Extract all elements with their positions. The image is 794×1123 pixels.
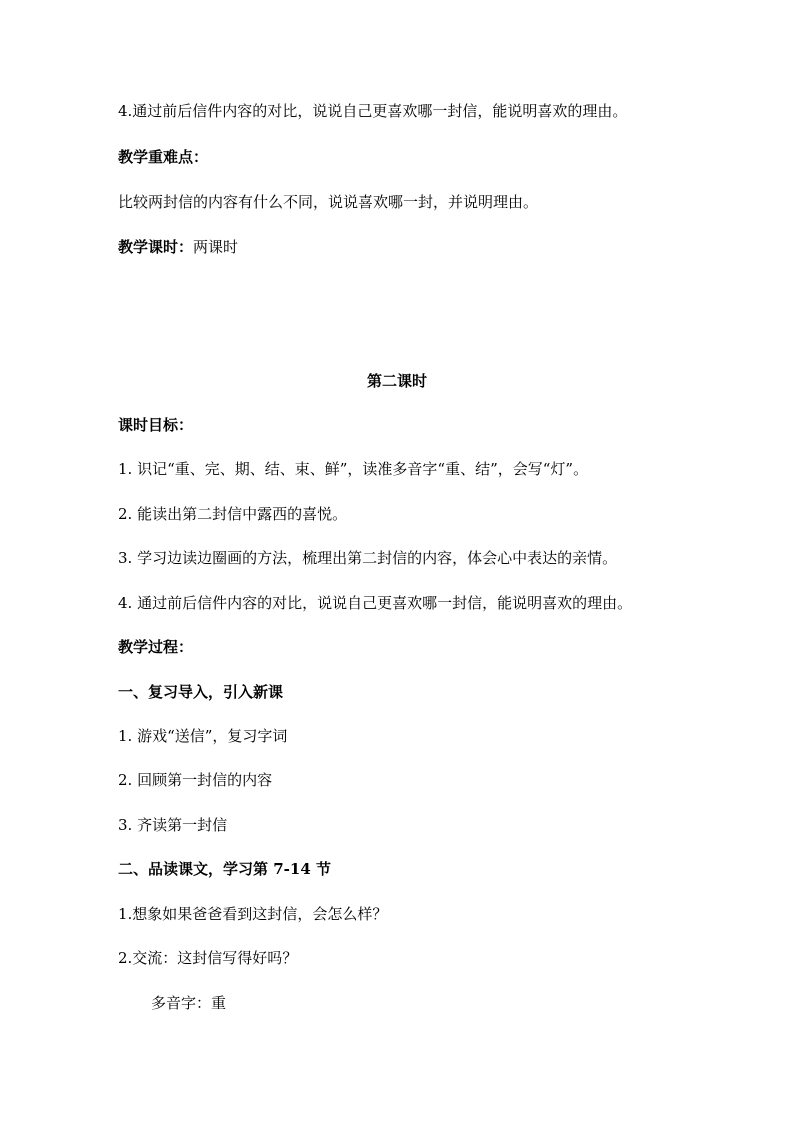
objective-item: 4. 通过前后信件内容的对比，说说自己更喜欢哪一封信，能说明喜欢的理由。 xyxy=(118,594,633,612)
polyphone-note: 多音字：重 xyxy=(151,994,227,1012)
intro-goal-4: 4.通过前后信件内容的对比，说说自己更喜欢哪一封信，能说明喜欢的理由。 xyxy=(118,102,628,120)
part1-item: 3. 齐读第一封信 xyxy=(118,816,228,834)
process-heading: 教学过程： xyxy=(118,638,194,656)
section-title: 第二课时 xyxy=(366,372,427,390)
class-hours-value: 两课时 xyxy=(193,238,239,256)
part1-item: 2. 回顾第一封信的内容 xyxy=(118,771,273,789)
part2-item: 2.交流：这封信写得好吗？ xyxy=(118,949,298,967)
part1-item: 1. 游戏“送信”，复习字词 xyxy=(118,727,288,745)
objective-item: 3. 学习边读边圈画的方法，梳理出第二封信的内容，体会心中表达的亲情。 xyxy=(118,549,618,567)
class-hours xyxy=(118,237,238,257)
objective-item: 1. 识记“重、完、期、结、束、鲜”，读准多音字“重、结”，会写“灯”。 xyxy=(118,460,589,478)
objective-item: 2. 能读出第二封信中露西的喜悦。 xyxy=(118,505,348,523)
part2-heading: 二、品读课文，学习第 7-14 节 xyxy=(118,860,331,878)
class-hours-label: 教学课时： xyxy=(118,238,194,256)
key-difficulty-text: 比较两封信的内容有什么不同，说说喜欢哪一封，并说明理由。 xyxy=(118,193,539,211)
part2-item: 1.想象如果爸爸看到这封信，会怎么样？ xyxy=(118,905,388,923)
part1-heading: 一、复习导入，引入新课 xyxy=(118,683,284,701)
objectives-heading: 课时目标： xyxy=(118,416,194,434)
key-difficulty-heading: 教学重难点： xyxy=(118,148,209,166)
